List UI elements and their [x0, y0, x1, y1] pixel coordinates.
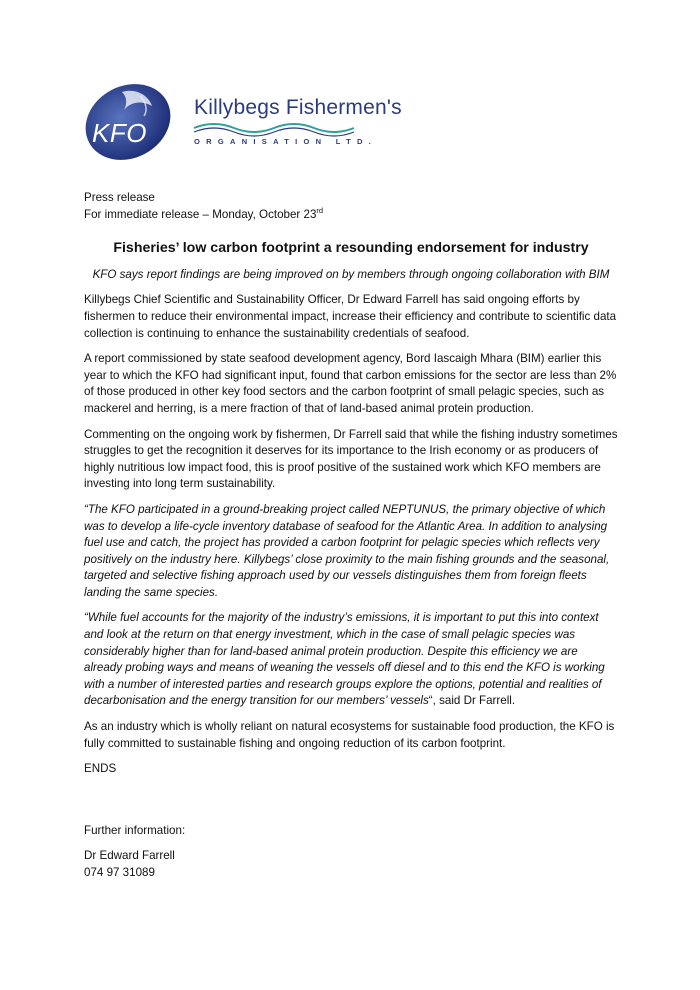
quote-paragraph: “The KFO participated in a ground-breaking project called NEPTUNUS, the primary objective of which was to develop a life-cycle inventory database of seafood for the Atlantic Area. In addition to analysing fuel use and catch, the project has provided a carbon footprint for pelagic species which reflects very positively on the industry here. Killybegs’ close proximity to the main fishing grounds and the seasonal, targeted and selective fishing approach used by our vessels distinguishes them from foreign fleets landing the same species.	[84, 502, 610, 599]
release-title: Fisheries’ low carbon footprint a resounding endorsement for industry	[113, 240, 589, 257]
organisation-subtitle: ORGANISATION LTD.	[194, 137, 378, 146]
contact-phone: 074 97 31089	[84, 866, 155, 879]
ends-marker: ENDS	[84, 762, 117, 776]
press-release-body	[84, 190, 618, 882]
organisation-name: Killybegs Fishermen's	[194, 96, 402, 119]
closing-paragraph: As an industry which is wholly reliant on natural ecosystems for sustainable food production, the KFO is fully committed to sustainable fishing and ongoing reduction of its carbon footprint.	[84, 720, 615, 750]
quote-paragraph: “While fuel accounts for the majority of the industry’s emissions, it is important to put this into context and look at the return on that energy investment, which in the case of small pelagic species was considerably higher than for land-based animal protein production. Despite this efficiency we are already probing ways and means of weaning the vessels off diesel and to this end the KFO is working with a number of interested parties and research groups explore the options, potential and realities of decarbonisation and the energy transition for our members’ vessels“, said Dr Farrell.	[84, 611, 605, 708]
date-ordinal-suffix: rd	[316, 205, 324, 215]
release-subtitle: KFO says report findings are being improved on by members through ongoing collaboration with BIM	[92, 267, 610, 281]
body-paragraph: Killybegs Chief Scientific and Sustainability Officer, Dr Edward Farrell has said ongoing efforts by fishermen to reduce their environmental impact, increase their efficiency and contribute to scientific data collection is continuing to enhance the sustainability credentials of seafood.	[84, 293, 617, 340]
body-paragraph: Commenting on the ongoing work by fishermen, Dr Farrell said that while the fishing industry sometimes struggles to get the recognition it deserves for its importance to the Irish economy or as producers of highly nutritious low impact food, this is proof positive of the sustained work which KFO members are investing into long term sustainability.	[84, 427, 618, 491]
body-paragraph: A report commissioned by state seafood development agency, Bord Iascaigh Mhara (BIM) earlier this year to which the KFO had significant input, found that carbon emissions for the sector are less than 2% of those produced in other key food sectors and the carbon footprint of small pelagic species, such as mackerel and herring, is a mere fraction of that of land-based animal protein production.	[84, 352, 617, 415]
release-date-line: For immediate release – Monday, October 23rd	[84, 205, 324, 221]
contact-name: Dr Edward Farrell	[84, 849, 175, 863]
press-release-label: Press release	[84, 191, 155, 204]
further-information-label: Further information:	[84, 823, 186, 837]
kfo-logo	[82, 80, 402, 164]
kfo-emblem-text: KFO	[92, 118, 147, 148]
